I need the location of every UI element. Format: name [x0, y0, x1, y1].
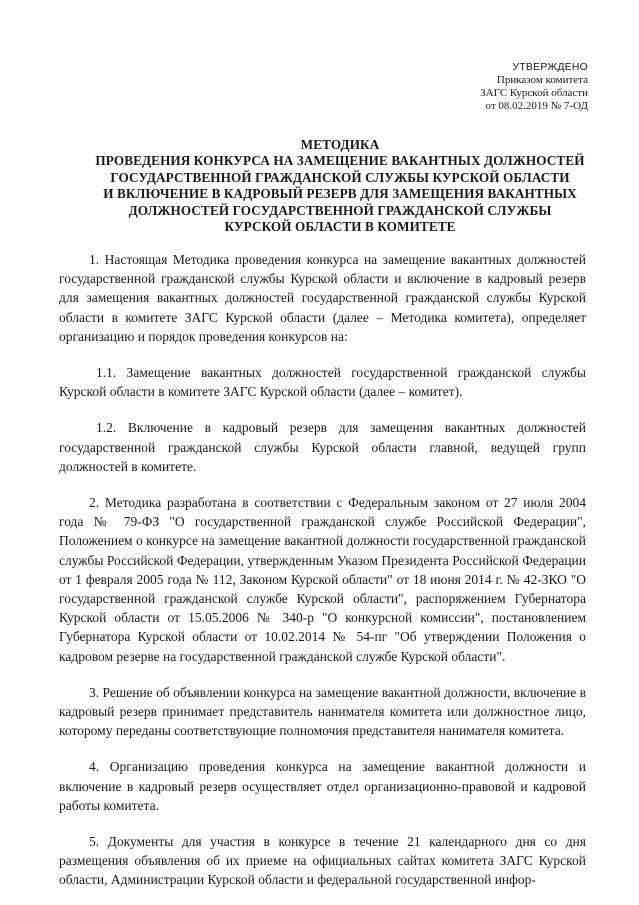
- approval-order-line: Приказом комитета: [496, 74, 588, 86]
- document-title: [60, 137, 620, 235]
- paragraph-1-1: 1.1. Замещение вакантных должностей государственной гражданской службы Курской области в комитете ЗАГС Курской области (далее – комитет).: [59, 365, 586, 400]
- document-body: [59, 250, 586, 890]
- paragraph-5: 5. Документы для участия в конкурсе в течение 21 календарного дня со дня размещения объявления об их приеме на официальных сайтах комитета ЗАГС Курской области, Администрации Курской области и федеральной государственной инфор-: [59, 834, 586, 888]
- paragraph-3: 3. Решение об объявлении конкурса на замещение вакантной должности, включение в кадровый резерв принимает представитель нанимателя комитета или должностное лицо, которому переданы соответствующие полномочия представителя нанимателя комитета.: [59, 684, 586, 739]
- title-line: МЕТОДИКА: [300, 137, 380, 152]
- approval-organization-line: ЗАГС Курской области: [480, 87, 588, 99]
- title-line: КУРСКОЙ ОБЛАСТИ В КОМИТЕТЕ: [224, 219, 456, 235]
- paragraph-1: 1. Настоящая Методика проведения конкурса на замещение вакантных должностей государственной гражданской службы Курской области и включение в кадровый резерв для замещения вакантных должностей государственной гражданской службы Курской области в комитете ЗАГС Курской области (далее – Методика комитета), определяет организацию и порядок проведения конкурсов на:: [59, 252, 586, 344]
- paragraph-4: 4. Организацию проведения конкурса на замещение вакантной должности и включение в кадровый резерв осуществляет отдел организационно-правовой и кадровой работы комитета.: [59, 759, 586, 813]
- title-line: ДОЛЖНОСТЕЙ ГОСУДАРСТВЕННОЙ ГРАЖДАНСКОЙ СЛУЖБЫ: [128, 202, 552, 218]
- title-line: И ВКЛЮЧЕНИЕ В КАДРОВЫЙ РЕЗЕРВ ДЛЯ ЗАМЕЩЕНИЯ ВАКАНТНЫХ: [103, 186, 577, 202]
- paragraph-1-2: 1.2. Включение в кадровый резерв для замещения вакантных должностей государственной гражданской службы Курской области главной, ведущей групп должностей в комитете.: [59, 420, 586, 474]
- approval-stamp: [480, 61, 588, 113]
- title-line: ПРОВЕДЕНИЯ КОНКУРСА НА ЗАМЕЩЕНИЕ ВАКАНТНЫХ ДОЛЖНОСТЕЙ: [95, 153, 585, 169]
- approval-date-line: от 08.02.2019 № 7-ОД: [485, 100, 588, 112]
- title-line: ГОСУДАРСТВЕННОЙ ГРАЖДАНСКОЙ СЛУЖБЫ КУРСКОЙ ОБЛАСТИ: [110, 169, 570, 185]
- approval-heading: УТВЕРЖДЕНО: [512, 61, 588, 73]
- paragraph-2: 2. Методика разработана в соответствии с Федеральным законом от 27 июля 2004 года № 79-ФЗ "О государственной гражданской службе Российской Федерации", Положением о конкурсе на замещение вакантной должности государственной гражданской службы Российской Федерации, утвержденным Указом Президента Российской Федерации от 1 февраля 2005 года № 112, Законом Курской области" от 18 июня 2014 г. № 42-ЗКО "О государственной гражданской службе Курской области", распоряжением Губернатора Курской области от 15.05.2006 № 340-р "О конкурсной комиссии", постановлением Губернатора Курской области от 10.02.2014 № 54-пг "Об утверждении Положения о кадровом резерве на государственной гражданской службе Курской области".: [59, 495, 586, 664]
